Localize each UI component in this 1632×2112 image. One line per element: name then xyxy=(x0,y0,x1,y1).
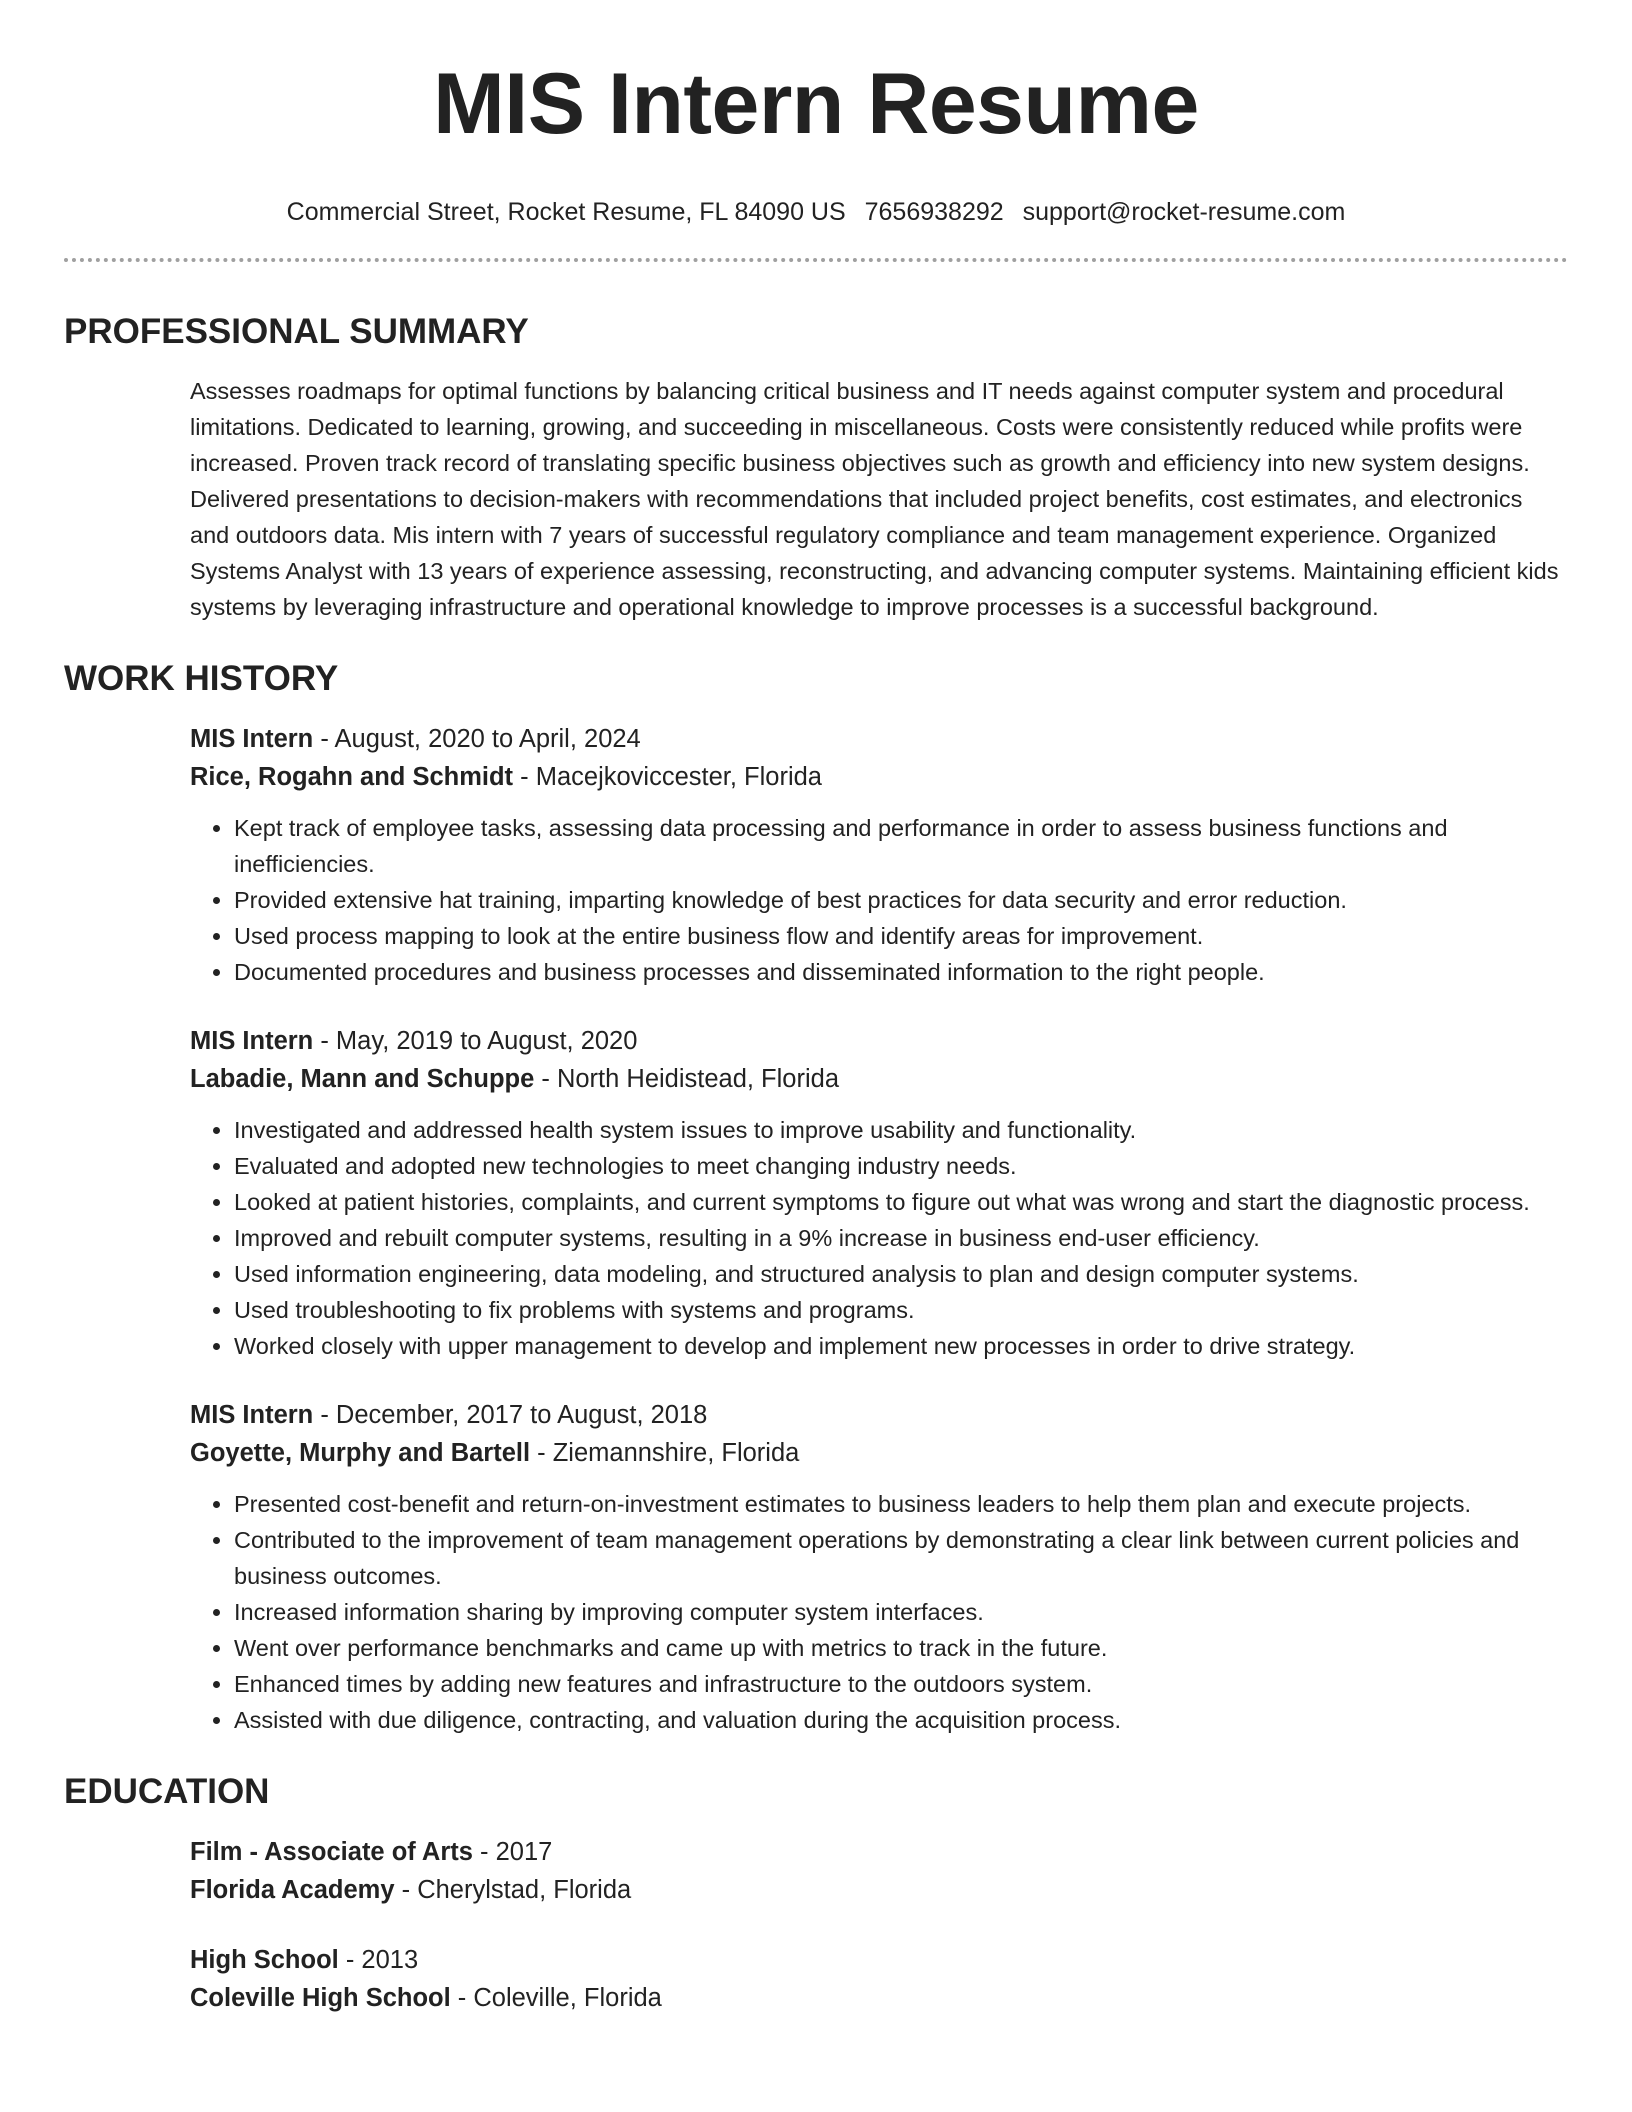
contact-address: Commercial Street, Rocket Resume, FL 84090 US xyxy=(286,198,846,226)
job-location: - Ziemannshire, Florida xyxy=(530,1439,800,1467)
job-company: Goyette, Murphy and Bartell xyxy=(190,1439,531,1467)
job-role: MIS Intern xyxy=(190,725,314,753)
job-bullet: • Provided extensive hat training, imparting knowledge of best practices for data security and error reduction. xyxy=(234,882,1568,918)
education-school-line xyxy=(190,1979,1568,2017)
job-bullet: • Looked at patient histories, complaints, and current symptoms to figure out what was wrong and start the diagnostic process. xyxy=(234,1184,1568,1220)
summary-heading: PROFESSIONAL SUMMARY xyxy=(64,312,529,351)
job-company-line xyxy=(190,1060,1568,1098)
job-entry xyxy=(190,720,1568,990)
education-school-line xyxy=(190,1871,1568,1909)
job-bullet: • Increased information sharing by improving computer system interfaces. xyxy=(234,1594,1568,1630)
job-bullet: • Contributed to the improvement of team management operations by demonstrating a clear link between current policies and business outcomes. xyxy=(234,1522,1568,1594)
education-heading: EDUCATION xyxy=(64,1772,270,1811)
education-school: Florida Academy xyxy=(190,1876,395,1904)
education-degree: High School xyxy=(190,1946,339,1974)
job-bullet: • Kept track of employee tasks, assessing data processing and performance in order to assess business functions and inefficiencies. xyxy=(234,810,1568,882)
contact-line xyxy=(64,194,1568,230)
job-bullet: • Used troubleshooting to fix problems with systems and programs. xyxy=(234,1292,1568,1328)
education-entry xyxy=(190,1833,1568,1909)
job-entry xyxy=(190,1396,1568,1738)
job-bullet: • Went over performance benchmarks and came up with metrics to track in the future. xyxy=(234,1630,1568,1666)
job-dates: - May, 2019 to August, 2020 xyxy=(313,1027,638,1055)
work-history-section xyxy=(64,655,1568,1738)
job-entry xyxy=(190,1022,1568,1364)
job-title-line xyxy=(190,1022,1568,1060)
header-divider xyxy=(64,258,1568,262)
work-history-heading: WORK HISTORY xyxy=(64,659,339,698)
job-title-line xyxy=(190,720,1568,758)
education-section xyxy=(64,1768,1568,2017)
job-company-line xyxy=(190,1434,1568,1472)
job-role: MIS Intern xyxy=(190,1401,314,1429)
job-dates: - December, 2017 to August, 2018 xyxy=(313,1401,708,1429)
job-location: - North Heidistead, Florida xyxy=(534,1065,840,1093)
job-role: MIS Intern xyxy=(190,1027,314,1055)
education-degree-line xyxy=(190,1833,1568,1871)
job-company-line xyxy=(190,758,1568,796)
education-degree-line xyxy=(190,1941,1568,1979)
job-bullet: • Investigated and addressed health system issues to improve usability and functionality. xyxy=(234,1112,1568,1148)
education-degree: Film - Associate of Arts xyxy=(190,1838,473,1866)
summary-body xyxy=(64,373,1568,625)
job-bullet: • Used process mapping to look at the entire business flow and identify areas for improvement. xyxy=(234,918,1568,954)
work-history-body xyxy=(64,720,1568,1738)
education-entry xyxy=(190,1941,1568,2017)
resume-header xyxy=(64,0,1568,230)
job-bullet: • Presented cost-benefit and return-on-investment estimates to business leaders to help them plan and execute projects. xyxy=(234,1486,1568,1522)
education-school: Coleville High School xyxy=(190,1984,451,2012)
resume-title: MIS Intern Resume xyxy=(433,56,1199,152)
job-bullet: • Improved and rebuilt computer systems, resulting in a 9% increase in business end-user efficiency. xyxy=(234,1220,1568,1256)
contact-email: support@rocket-resume.com xyxy=(1022,198,1346,226)
job-bullets xyxy=(190,1112,1568,1364)
job-bullet: • Enhanced times by adding new features and infrastructure to the outdoors system. xyxy=(234,1666,1568,1702)
education-year: - 2017 xyxy=(472,1838,553,1866)
job-bullet: • Assisted with due diligence, contracting, and valuation during the acquisition process. xyxy=(234,1702,1568,1738)
job-bullets xyxy=(190,810,1568,990)
education-location: - Coleville, Florida xyxy=(450,1984,662,2012)
contact-phone: 7656938292 xyxy=(864,198,1004,226)
job-company: Rice, Rogahn and Schmidt xyxy=(190,763,514,791)
education-body xyxy=(64,1833,1568,2017)
job-bullet: • Used information engineering, data modeling, and structured analysis to plan and design computer systems. xyxy=(234,1256,1568,1292)
job-location: - Macejkoviccester, Florida xyxy=(513,763,822,791)
job-dates: - August, 2020 to April, 2024 xyxy=(313,725,641,753)
summary-section xyxy=(64,308,1568,625)
job-title-line xyxy=(190,1396,1568,1434)
job-company: Labadie, Mann and Schuppe xyxy=(190,1065,535,1093)
education-location: - Cherylstad, Florida xyxy=(394,1876,632,1904)
job-bullet: • Evaluated and adopted new technologies to meet changing industry needs. xyxy=(234,1148,1568,1184)
job-bullet: • Worked closely with upper management to develop and implement new processes in order to drive strategy. xyxy=(234,1328,1568,1364)
education-year: - 2013 xyxy=(338,1946,419,1974)
job-bullets xyxy=(190,1486,1568,1738)
summary-text: Assesses roadmaps for optimal functions by balancing critical business and IT needs against computer system and procedural limitations. Dedicated to learning, growing, and succeeding in miscellaneous. Costs were consistently reduced while profits were increased. Proven track record of translating specific business objectives such as growth and efficiency into new system designs. Delivered presentations to decision-makers with recommendations that included project benefits, cost estimates, and electronics and outdoors data. Mis intern with 7 years of successful regulatory compliance and team management experience. Organized Systems Analyst with 13 years of experience assessing, reconstructing, and advancing computer systems. Maintaining efficient kids systems by leveraging infrastructure and operational knowledge to improve processes is a successful background. xyxy=(190,378,1559,620)
job-bullet: • Documented procedures and business processes and disseminated information to the right people. xyxy=(234,954,1568,990)
